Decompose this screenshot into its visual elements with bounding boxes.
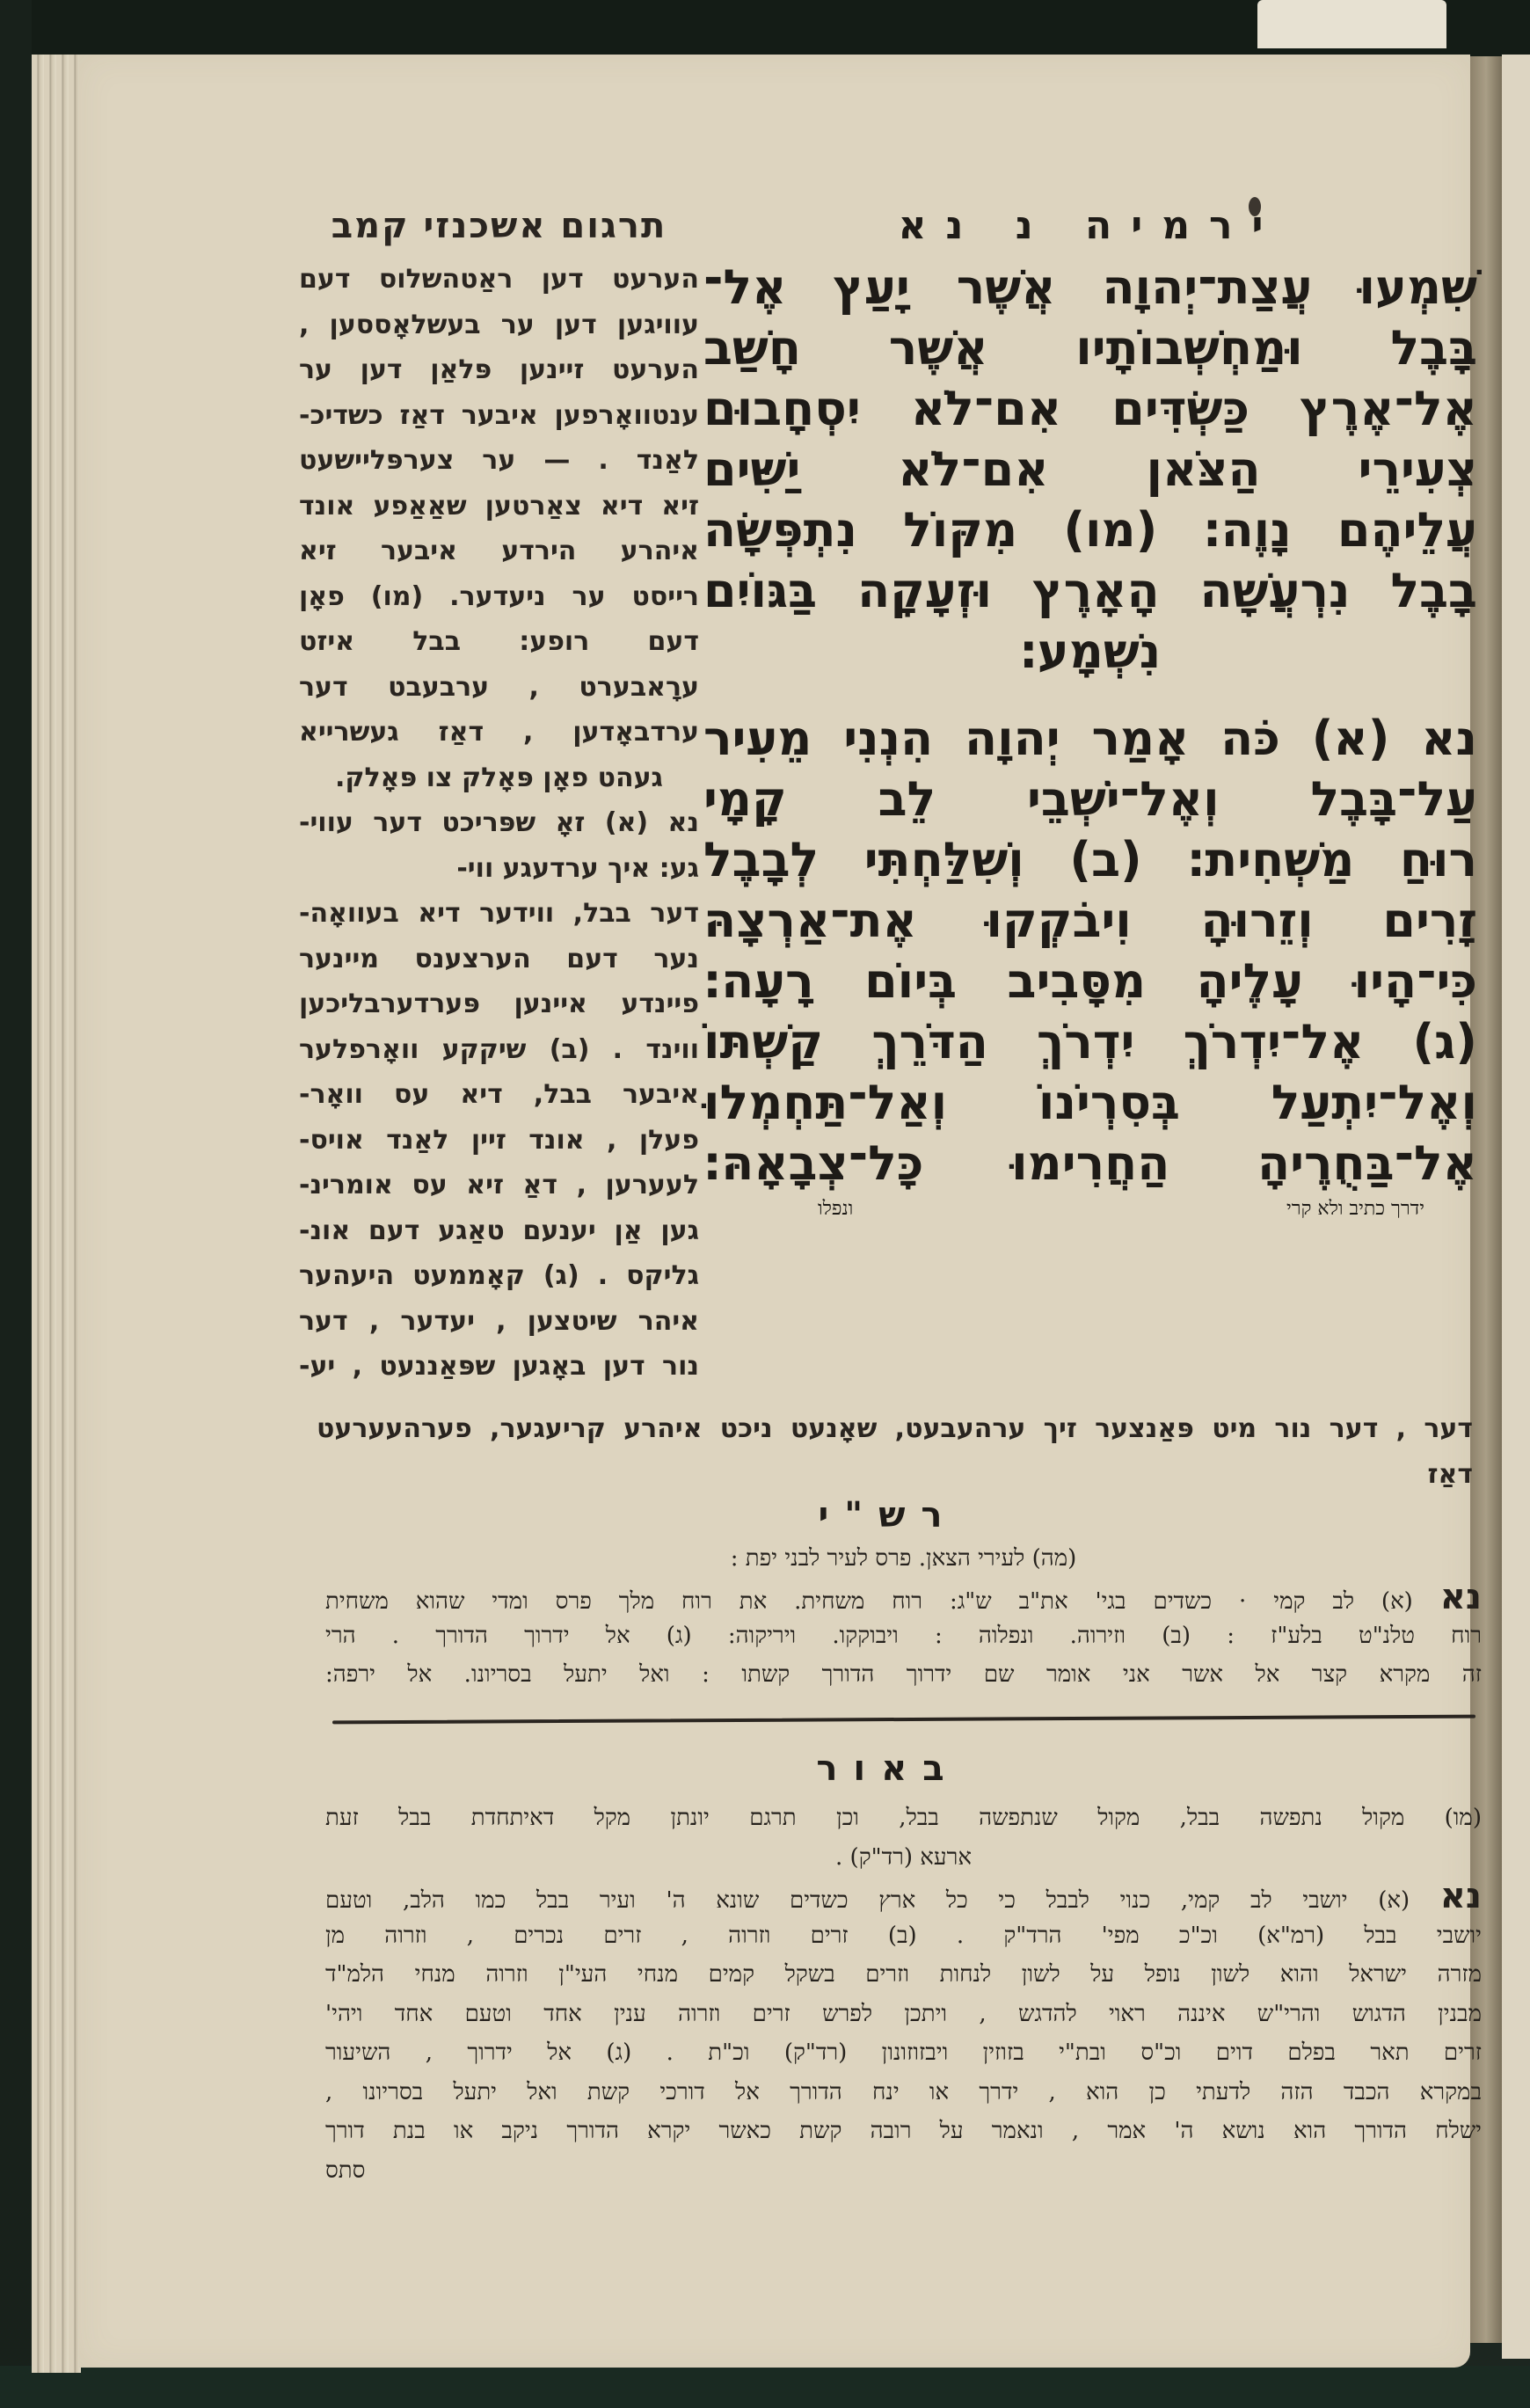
scripture-line: שִׁמְעוּ עֲצַת־יְהוָה אֲשֶׁר יָעַץ אֶל־ [703, 259, 1477, 315]
biur-line: מזרה ישראל והוא לשון נופל על לשון לנחות וזרים בשקל קמים מנחי העי"ן וזרוה מנחי הלמ"ד [325, 1961, 1482, 1988]
page-edges-stack [32, 55, 81, 2373]
biur-chapter-label: נא [1439, 1876, 1482, 1916]
translation-line: איהרע הירדע איבער זיא [299, 536, 699, 566]
translation-line: עוויגען דען ער בעשלאָססען , [299, 309, 699, 340]
biur-catchword: סתס [325, 2156, 366, 2184]
biur-line [325, 1877, 1482, 1916]
scripture-line: נִשְׁמָע׃ [1019, 624, 1162, 679]
translation-line: ערדבאָדען , דאַז געשרייא [299, 717, 699, 748]
scripture-line: בָבֶל נִרְעֲשָׁה הָאָרֶץ וּזְעָקָה בַּגּוֹיִם [703, 563, 1477, 618]
rashi-line-text: (א) לב קמי · כשדים בגי' את"ב ש"ג: רוח משחית. את רוח מלך פרס ומדי שהוא משחית [325, 1588, 1413, 1615]
scripture-chapter-line: נא (א) כֹּה אָמַר יְהוָה הִנְנִי מֵעִיר [703, 711, 1477, 766]
translation-line: זיא דיא צאַרטען שאַאַפע אונד [299, 490, 699, 522]
scripture-column [703, 195, 1477, 1225]
qere-note: ונפלו [818, 1198, 854, 1220]
scripture-chapter-line: רוּחַ מַשְׁחִית׃ (ב) וְשִׁלַּחְתִּי לְבָבֶל [703, 832, 1477, 887]
translation-line: רייסט ער ניעדער. (מו) פאָן [299, 580, 699, 612]
scripture-chapter-line: זָרִים וְזֵרוּהָ וִיבֹקְקוּ אֶת־אַרְצָהּ [703, 893, 1477, 948]
biur-line: (מו) מקול נתפשה בבל, מקול שנתפשה בבל, וכן תרגם יונתן מקל דאיתחדת בבל זעת [325, 1805, 1482, 1831]
scripture-chapter-line: אֶל־בַּחֻרֶיהָ הַחֲרִימוּ כָּל־צְבָאָהּ׃ [703, 1135, 1477, 1191]
next-page-edge [1502, 55, 1530, 2359]
translation-line: הערעט זיינען פּלאַן דען ער [299, 354, 699, 385]
rashi-line: זה מקרא קצר אל אשר אני אומר שם ידרוך הדורך קשתו : ואל יתעל בסריונו. אל ירפה: [325, 1661, 1482, 1688]
biur-line: יושבי בבל (רמ"א) וכ"כ מפי' הרד"ק . (ב) זרים וזרוה , זרים נכרים , וזרוה מן [325, 1922, 1482, 1949]
translation-chapter-line: איבער בבל, דיא עס וואָר- [299, 1079, 699, 1110]
rashi-commentary [325, 1539, 1482, 1694]
translation-chapter-line: גען אַן יענעם טאַגע דעם אונ- [299, 1215, 699, 1246]
translation-chapter-line: איהר שיטצען , יעדער , דער [299, 1305, 699, 1337]
biur-commentary [325, 1799, 1482, 2190]
scripture-chapter-line: וְאֶל־יִתְעַל בְּסִרְיֹנוֹ וְאַל־תַּחְמְלוּ [703, 1075, 1477, 1130]
scripture-running-head: ירמיה נ נא [898, 203, 1283, 248]
scripture-chapter-line: (ג) אֶל־יִדְרֹךְ יִדְרֹךְ הַדֹּרֵךְ קַשְׁתּוֹ [703, 1014, 1477, 1069]
scripture-chapter-line: כִּי־הָיוּ עָלֶיהָ מִסָּבִיב בְּיוֹם רָעָה׃ [703, 953, 1477, 1009]
translation-continuation-end: דאַז [1427, 1459, 1473, 1490]
translation-line: ערָאבערט , ערבעבט דער [299, 671, 699, 703]
translation-chapter-line: נער דעם הערצענס מיינער [299, 943, 699, 974]
scripture-chapter-line: עַל־בָּבֶל וְאֶל־יֹשְׁבֵי לֵב קָמָי [703, 771, 1477, 827]
ketiv-note: ידרך כתיב ולא קרי [1286, 1198, 1424, 1220]
biur-line-text: (א) יושבי לב קמי, כנוי לבבל כי כל ארץ כשדים שונא ה' ועיר בבל כמו הלב, וטעם [325, 1887, 1410, 1914]
rashi-line: (מה) לעירי הצאן. פרס לעיר לבני יפת : [730, 1545, 1077, 1572]
qere-ketiv-note [703, 1193, 1477, 1225]
translation-chapter-line: דער בבל, ווידער דיא בעוואָה- [299, 898, 699, 929]
translation-chapter-line: נא (א) זאָ שפּריכט דער עווי- [299, 807, 699, 838]
biur-line: ארעא (רד"ק) . [835, 1843, 972, 1871]
translation-chapter-line: ווינד . (ב) שיקקע וואָרפלער [299, 1033, 699, 1065]
translation-continuation-line: דער , דער נור מיט פּאַנצער זיך ערהעבעט, שאָנעט ניכט איהרע קריעגער, פערהעערעט [317, 1413, 1473, 1444]
translation-column [299, 195, 699, 1390]
translation-chapter-line: פיינדע איינען פּערדערבליכען [299, 989, 699, 1019]
scripture-line: בָּבֶל וּמַחְשְׁבוֹתָיו אֲשֶׁר חָשַׁב [703, 320, 1477, 376]
translation-line: געהט פאָן פּאָלק צו פּאָלק. [335, 762, 663, 793]
book-cover-left [0, 0, 32, 2408]
scripture-line: צְעִירֵי הַצֹּאן אִם־לֹא יַשִּׁים [703, 441, 1477, 497]
biur-line: ישלח הדורך הוא נושא ה' אמר , ונאמר על רובה קשת כאשר יקרא הדורך ניקב או בנת דורך [325, 2118, 1482, 2144]
biur-heading: באור [816, 1748, 960, 1789]
scripture-line: עֲלֵיהֶם נָוֶה׃ (מו) מִקּוֹל נִתְפְּשָׂה [703, 502, 1477, 558]
chapter-gap [703, 682, 1477, 708]
translation-chapter-line: גע: איך ערדעגע ווי- [456, 852, 699, 884]
translation-running-head: תרגום אשכנזי קמב [331, 206, 667, 246]
book-cover-bottom [0, 2366, 1530, 2408]
translation-chapter-line: לעערען , דאַ זיא עס אומרינ- [299, 1170, 699, 1200]
translation-line: דעם רופע: בבל איזט [299, 626, 699, 657]
bookmark-slip [1257, 0, 1446, 48]
rashi-chapter-label: נא [1439, 1577, 1483, 1617]
biur-line: זרים תאר בפלם דוים וכ"ס ובת"י בזוזין ויבזוזונון (רד"ק) וכ"ת . (ג) אל ידרוך , השיעור [325, 2040, 1482, 2066]
translation-chapter-line: פעלן , אונד זיין לאַנד אויס- [299, 1124, 699, 1156]
scripture-line: אֶל־אֶרֶץ כַּשְׂדִּים אִם־לֹא יִסְחָבוּם [703, 381, 1477, 436]
rashi-line [325, 1578, 1482, 1616]
translation-chapter-line: נור דען באָגען שפּאַננעט , יע- [299, 1351, 699, 1382]
translation-chapter-line: גליקס . (ג) קאָממעט היעהער [299, 1260, 699, 1291]
rashi-heading: רש"י [818, 1495, 958, 1536]
biur-line: מבנין הדגוש והרי"ש איננה ראוי להדגש , ויתכן לפרש זרים וזרוה ענין אחד וטעם אחד ויהי' [325, 2000, 1482, 2027]
translation-line: לאַנד . — ער צערפּליישעט [299, 445, 699, 476]
translation-line: ענטוואָרפען איבער דאַז כשדיכ- [299, 399, 699, 431]
rashi-line: רוח טלנ"ט בלע"ז : (ב) וזירוה. ונפלוה : ויבוקקו. ויריקוה: (ג) אל ידרוך הדורך . הרי [325, 1623, 1482, 1649]
biur-line: במקרא הכבד הזה לדעתי כן הוא , ידרך או ינח הדורך אל דורכי קשת ואל יתעל בסריונו , [325, 2078, 1482, 2105]
translation-line: הערעט דען ראַטהשלוס דעם [299, 264, 699, 295]
